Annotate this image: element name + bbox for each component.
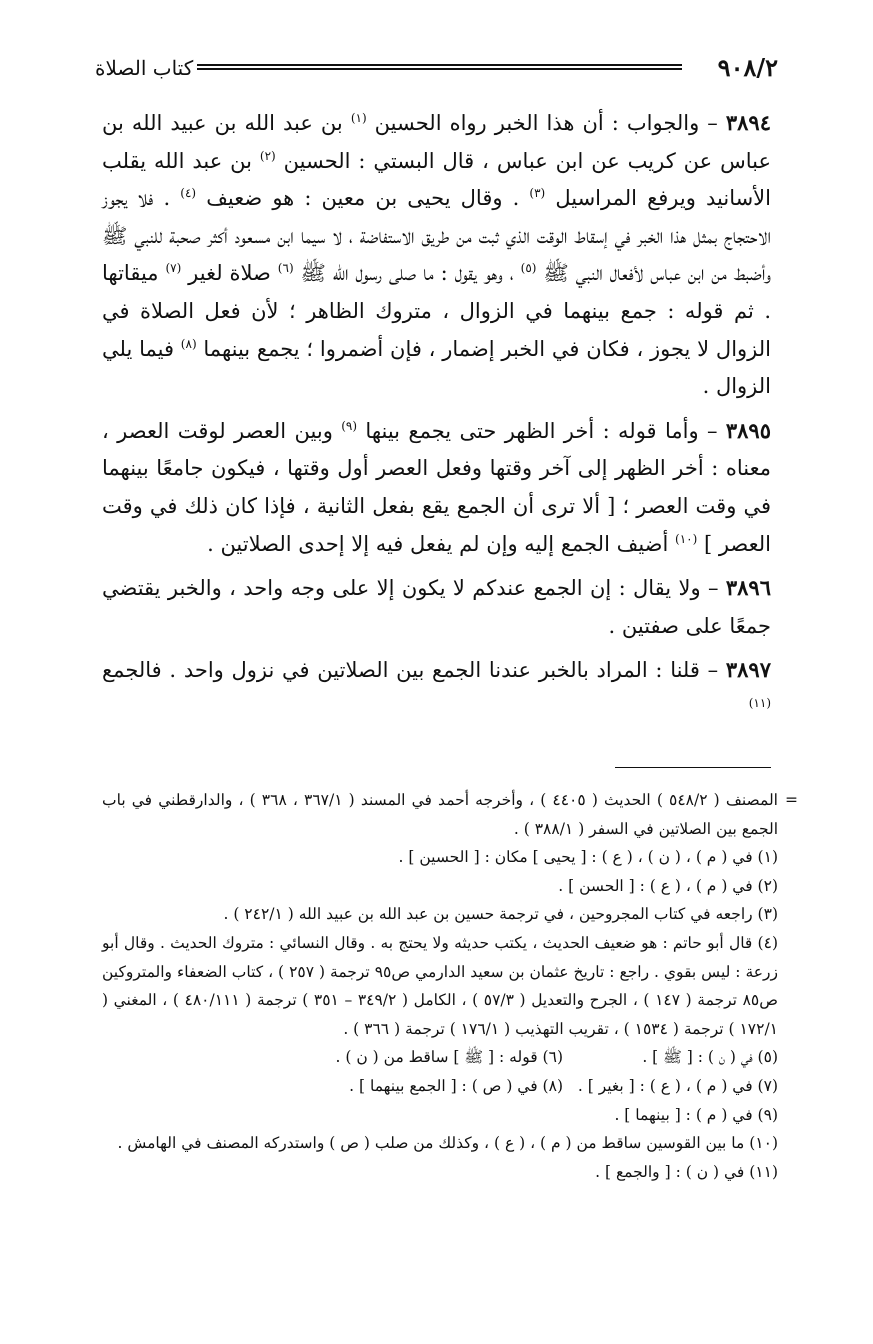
paragraph-text: بن عبد الله بن عبيد الله بن عباس عن كريب عن ابن عباس ، قال البستي : الحسين (102, 111, 771, 173)
paragraph-text: . وقال يحيى بن معين : هو ضعيف (196, 186, 530, 211)
footnote-5: (٥) في ( ن ) : [ ﷺ ] . (642, 1048, 778, 1067)
footnote-4: (٤) قال أبو حاتم : هو ضعيف الحديث ، يكتب حديثه ولا يحتج به . وقال النسائي : متروك الحديث . وقال أبو زرعة : ليس بقوي . راجع : تاريخ عثمان بن سعيد الدارمي ص٩٥ ترجمة ( ٢٥٧ ) ، كتاب الضعفاء والمتروكين ص٨٥ ترجمة ( ١٤٧ ) ، الجرح والتعديل ( ٥٧/٣ ) ، الكامل ( ٣٤٩/٢ – ٣٥١ ) ترجمة ( ٤٨٠/١١١ ) ، المغني ( ١٧٢/١ ) ترجمة ( ١٥٣٤ ) ، تقريب التهذيب ( ١٧٦/١ ) ترجمة ( ٣٦٦ ) . (102, 933, 779, 1038)
footnote-ref: (٧) (165, 261, 182, 276)
main-text (102, 104, 771, 734)
footnote-continuation (102, 786, 798, 843)
paragraph-text: فيما يلي الزوال . (102, 336, 771, 399)
footnote-8: (٨) في ( ص ) : [ الجمع بينهما ] . (349, 1076, 563, 1095)
paragraph-text: – قلنا : المراد بالخبر عندنا الجمع بين الصلاتين في نزول واحد . فالجمع (102, 658, 719, 683)
footnote-ref: (٨) (180, 336, 197, 351)
footnote-1: (١) في ( م ) ، ( ن ) ، ( ع ) : [ يحيى ] مكان : [ الحسين ] . (398, 848, 778, 867)
footnote-ref: (٩) (341, 418, 358, 433)
footnote-ref: (١) (350, 111, 367, 125)
paragraph-text: – والجواب : أن هذا الخبر رواه الحسين (366, 111, 718, 135)
paragraph (102, 104, 771, 406)
paragraph-number: ٣٨٩٦ (725, 575, 771, 601)
footnote-ref: (١٠) (675, 531, 698, 546)
footnote-row-5-6 (102, 1043, 778, 1072)
footnote-ref: (٣) (529, 186, 546, 201)
book-title: كتاب الصلاة (95, 56, 194, 80)
footnote-ref: (٢) (259, 148, 276, 163)
paragraph-text: – وأما قوله : أخر الظهر حتى يجمع بينها (357, 418, 718, 443)
footnote-6: (٦) قوله : [ ﷺ ] ساقط من ( ن ) . (335, 1048, 563, 1067)
footnote-ref: (١١) (748, 695, 771, 710)
footnote-2: (٢) في ( م ) ، ( ع ) : [ الحسن ] . (558, 876, 778, 895)
paragraph-number: ٣٨٩٥ (725, 417, 771, 443)
footnotes (102, 786, 798, 1186)
paragraph-text: ، وهو يقول : ما صلى رسول الله ﷺ (293, 261, 521, 286)
paragraph-text: ميقاتها . ثم قوله : جمع بينهما في الزوال ، متروك الظاهر ؛ لأن فعل الصلاة في الزوال لا يجوز ، فكان في الخبر إضمار ، فإن أضمروا ؛ يجمع بينهما (102, 261, 771, 361)
paragraph-text: وبين العصر لوقت العصر ، معناه : أخر الظهر إلى آخر وقتها وفعل العصر أول وقتها ، فيكون جامعًا بينهما في وقت العصر ؛ [ ألا ترى أن الجمع يقع بفعل الثانية ، فإذا كان ذلك في وقت العصر ] (102, 418, 771, 556)
paragraph-text: – ولا يقال : إن الجمع عندكم لا يكون إلا على وجه واحد ، والخبر يقتضي جمعًا على صفتين . (102, 576, 771, 638)
paragraph-text: بن عبد الله يقلب الأسانيد ويرفع المراسيل (102, 148, 771, 211)
paragraph-text: صلاة لغير (181, 261, 278, 286)
page-header (95, 54, 778, 82)
paragraph-text: . فلا يجوز الاحتجاج بمثل هذا الخبر في إسقاط الوقت الذي ثبت من طريق الاستفاضة ، لا سيما ابن مسعود أكثر صحبة للنبي ﷺ وأضبط من ابن عباس لأفعال النبي ﷺ (102, 186, 772, 286)
footnote-10: (١٠) ما بين القوسين ساقط من ( م ) ، ( ع ) ، وكذلك من صلب ( ص ) واستدركه المصنف في الهامش . (117, 1134, 778, 1153)
footnote-3: (٣) راجعه في كتاب المجروحين ، في ترجمة حسين بن عبد الله بن عبيد الله ( ٢٤٢/١ ) . (223, 905, 778, 924)
footnote-7: (٧) في ( م ) ، ( ع ) : [ بغير ] . (577, 1076, 778, 1095)
footnote-row-7-8 (102, 1072, 778, 1101)
header-rule (197, 64, 682, 70)
paragraph-number: ٣٨٩٤ (725, 110, 771, 135)
paragraph (102, 651, 771, 727)
footnote-ref: (٥) (520, 261, 537, 276)
paragraph (102, 569, 771, 645)
footnote-ref: (٤) (180, 186, 197, 201)
footnote-11: (١١) في ( ن ) : [ والجمع ] . (595, 1162, 778, 1181)
paragraph (102, 412, 771, 563)
continuation-text: المصنف ( ٥٤٨/٢ ) الحديث ( ٤٤٠٥ ) ، وأخرجه أحمد في المسند ( ٣٦٧/١ ، ٣٦٨ ) ، والدارقطني في باب الجمع بين الصلاتين في السفر ( ٣٨٨/١ ) . (102, 791, 778, 838)
paragraph-text: أضيف الجمع إليه وإن لم يفعل فيه إلا إحدى الصلاتين . (207, 531, 676, 556)
page-number: ٩٠٨/٢ (717, 53, 778, 82)
continuation-mark: = (785, 791, 798, 809)
paragraph-number: ٣٨٩٧ (725, 657, 771, 683)
footnote-separator (615, 767, 771, 768)
footnote-ref: (٦) (277, 261, 294, 276)
footnote-9: (٩) في ( م ) : [ بينهما ] . (614, 1105, 778, 1124)
